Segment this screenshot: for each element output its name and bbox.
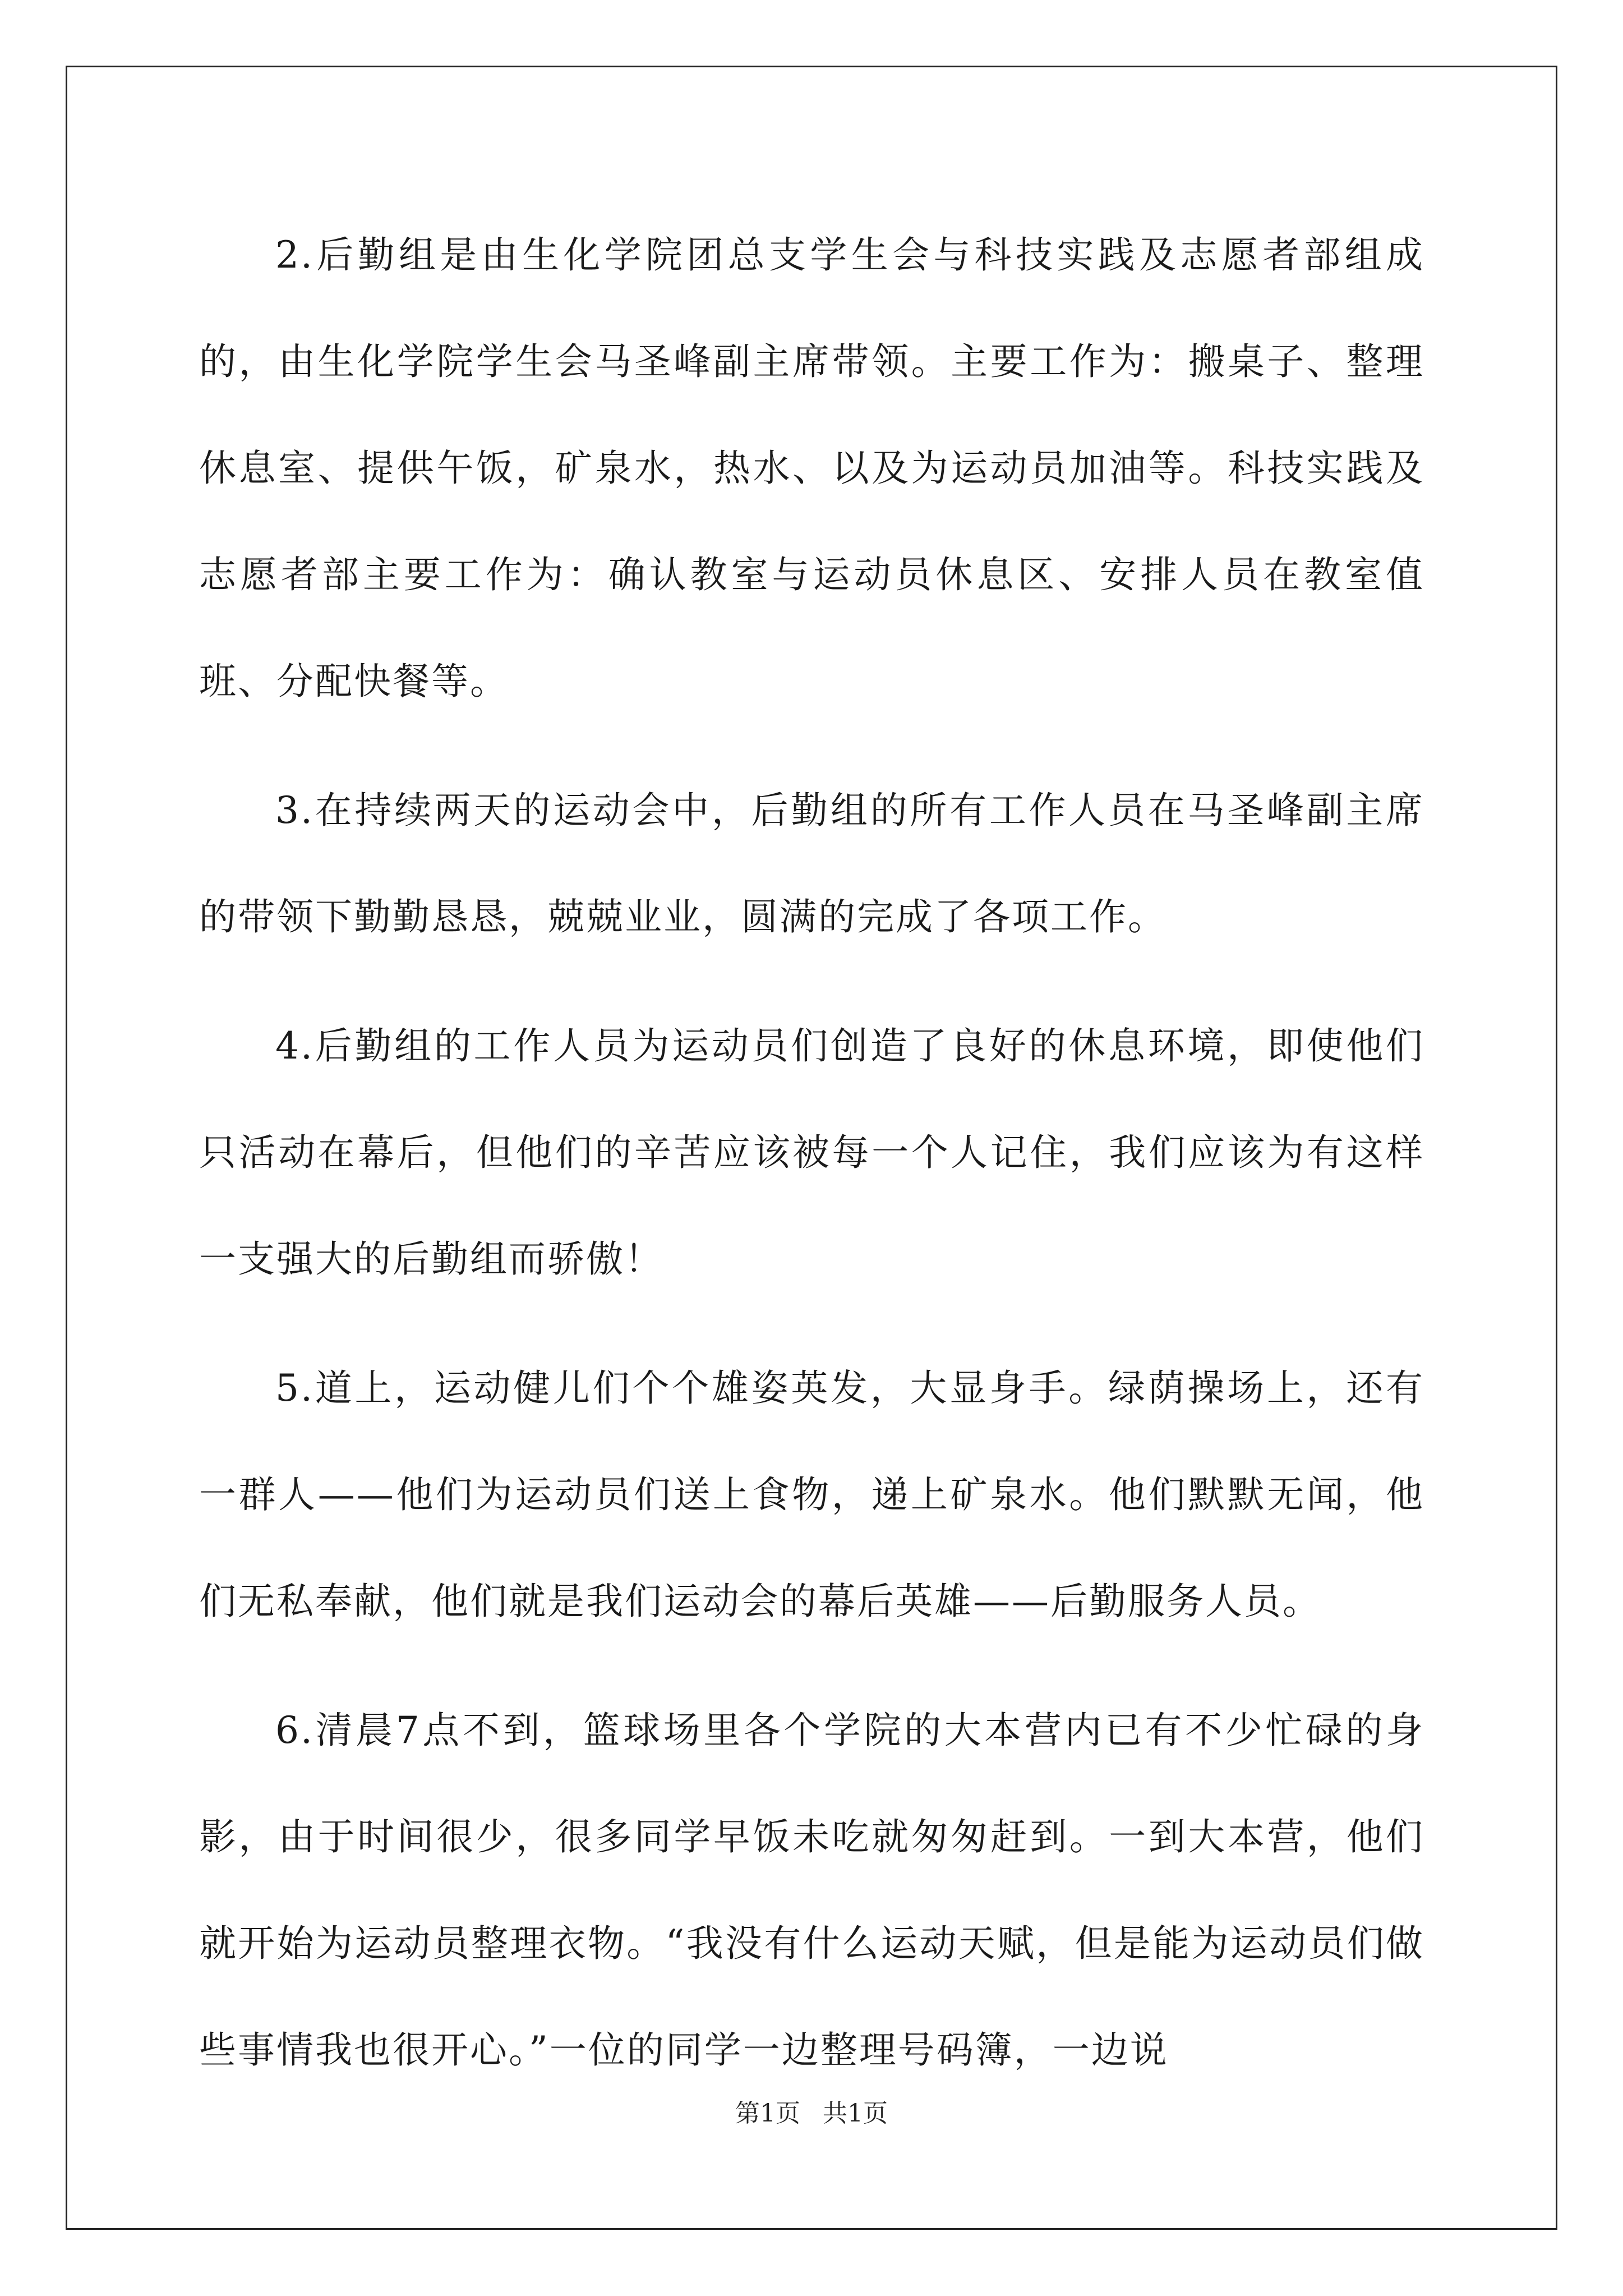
page-number: 第1页 — [735, 2099, 800, 2128]
paragraph-2: 2.后勤组是由生化学院团总支学生会与科技实践及志愿者部组成的，由生化学院学生会马圣峰副主席带领。主要工作为：搬桌子、整理休息室、提供午饭，矿泉水，热水、以及为运动员加油等。科技实践及志愿者部主要工作为：确认教室与运动员休息区、安排人员在教室值班、分配快餐等。 — [199, 233, 1424, 703]
page-footer — [0, 2097, 1623, 2131]
paragraph-3: 3.在持续两天的运动会中，后勤组的所有工作人员在马圣峰副主席的带领下勤勤恳恳，兢兢业业，圆满的完成了各项工作。 — [199, 789, 1424, 938]
page-total: 共1页 — [823, 2099, 888, 2128]
paragraph-4: 4.后勤组的工作人员为运动员们创造了良好的休息环境，即使他们只活动在幕后，但他们的辛苦应该被每一个人记住，我们应该为有这样一支强大的后勤组而骄傲！ — [199, 1024, 1424, 1281]
paragraph-6: 6.清晨7点不到，篮球场里各个学院的大本营内已有不少忙碌的身影，由于时间很少，很多同学早饭未吃就匆匆赶到。一到大本营，他们就开始为运动员整理衣物。“我没有什么运动天赋，但是能为运动员们做些事情我也很开心。”一位的同学一边整理号码簿，一边说 — [199, 1709, 1424, 2072]
paragraph-5: 5.道上，运动健儿们个个雄姿英发，大显身手。绿荫操场上，还有一群人——他们为运动员们送上食物，递上矿泉水。他们默默无闻，他们无私奉献，他们就是我们运动会的幕后英雄——后勤服务人员。 — [199, 1366, 1424, 1623]
document-body — [199, 202, 1424, 2126]
